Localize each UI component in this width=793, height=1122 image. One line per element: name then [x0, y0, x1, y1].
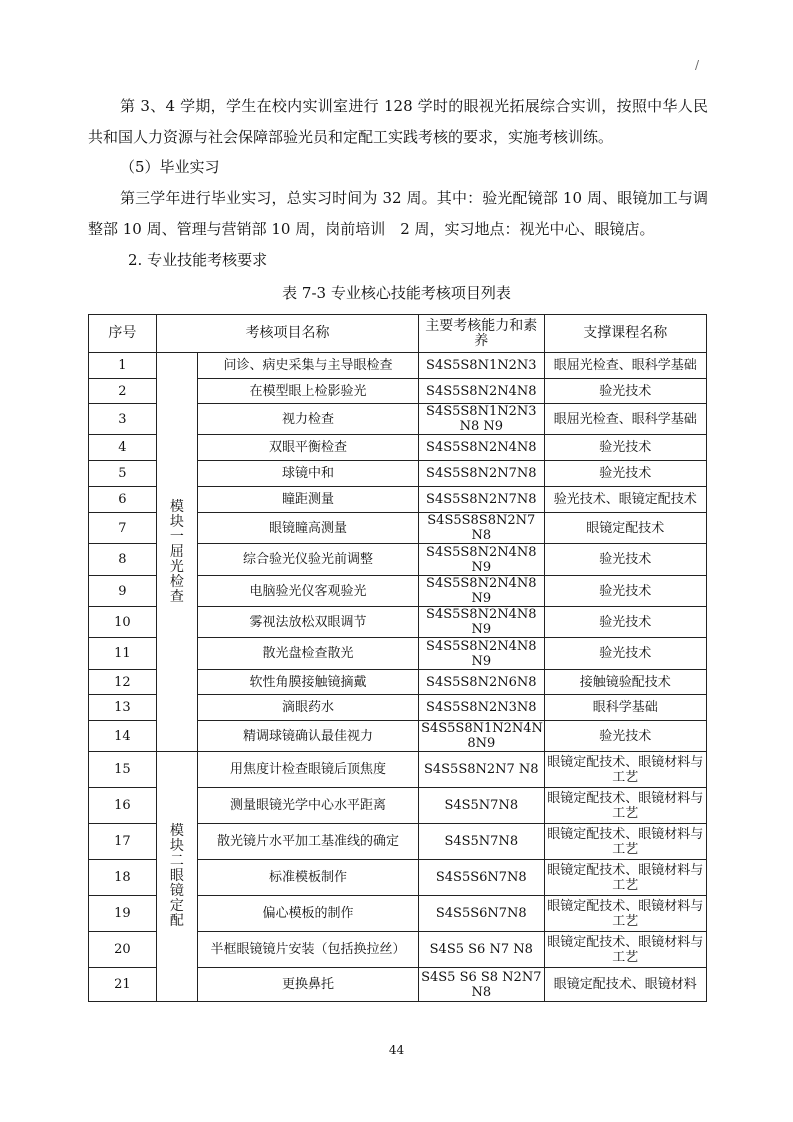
row-number: 10: [89, 607, 157, 638]
row-number: 9: [89, 576, 157, 607]
ability-code: S4S5S8N2N7 N8: [419, 752, 544, 788]
ability-code: S4S5N7N8: [419, 788, 544, 824]
ability-code: S4S5S8N2N4N8 N9: [419, 576, 544, 607]
header-ability: 主要考核能力和素养: [419, 315, 544, 353]
support-course: 验光技术: [544, 461, 707, 487]
item-name: 综合验光仪验光前调整: [197, 544, 418, 576]
support-course: 验光技术: [544, 576, 707, 607]
item-name: 测量眼镜光学中心水平距离: [197, 788, 418, 824]
support-course: 眼屈光检查、眼科学基础: [544, 404, 707, 435]
ability-code: S4S5S8N2N4N8: [419, 379, 544, 404]
support-course: 验光技术、眼镜定配技术: [544, 487, 707, 513]
ability-code: S4S5S8S8N2N7 N8: [419, 513, 544, 544]
support-course: 眼镜定配技术: [544, 513, 707, 544]
support-course: 验光技术: [544, 607, 707, 638]
module-label-char: 块: [169, 513, 184, 530]
row-number: 8: [89, 544, 157, 576]
table-row: [89, 752, 707, 788]
item-name: 更换鼻托: [197, 968, 418, 1002]
table-header-row: [89, 315, 707, 353]
paragraph-internship-details: 第三学年进行毕业实习，总实习时间为 32 周。其中：验光配镜部 10 周、眼镜加工与调整部 10 周、管理与营销部 10 周，岗前培训 2 周，实习地点：视光中心、眼镜店。: [88, 189, 708, 238]
row-number: 11: [89, 638, 157, 670]
page-number: 44: [388, 1043, 405, 1057]
page-corner-mark: /: [695, 58, 700, 72]
support-course: 眼镜定配技术、眼镜材料: [544, 968, 707, 1002]
ability-code: S4S5S8N1N2N3: [419, 353, 544, 379]
item-name: 用焦度计检查眼镜后顶焦度: [197, 752, 418, 788]
row-number: 17: [89, 824, 157, 860]
item-name: 偏心模板的制作: [197, 896, 418, 932]
module-dispensing-cell: [156, 752, 197, 1002]
row-number: 19: [89, 896, 157, 932]
module-refraction-cell: [156, 353, 197, 752]
item-name: 软性角膜接触镜摘戴: [197, 670, 418, 695]
module-label-char: 镜: [169, 883, 184, 899]
support-course: 眼镜定配技术、眼镜材料与工艺: [544, 752, 707, 788]
ability-code: S4S5S8N2N4N8 N9: [419, 638, 544, 670]
item-name: 精调球镜确认最佳视力: [197, 721, 418, 752]
item-name: 问诊、病史采集与主导眼检查: [197, 353, 418, 379]
item-name: 散光镜片水平加工基准线的确定: [197, 824, 418, 860]
row-number: 21: [89, 968, 157, 1002]
row-number: 15: [89, 752, 157, 788]
item-name: 球镜中和: [197, 461, 418, 487]
ability-code: S4S5S8N1N2N4N 8N9: [419, 721, 544, 752]
ability-code: S4S5S8N1N2N3 N8 N9: [419, 404, 544, 435]
row-number: 14: [89, 721, 157, 752]
heading-skill-assessment: 2. 专业技能考核要求: [128, 251, 268, 269]
row-number: 4: [89, 435, 157, 461]
support-course: 接触镜验配技术: [544, 670, 707, 695]
header-course: 支撑课程名称: [544, 315, 707, 353]
ability-code: S4S5S6N7N8: [419, 896, 544, 932]
support-course: 眼镜定配技术、眼镜材料与工艺: [544, 788, 707, 824]
row-number: 12: [89, 670, 157, 695]
support-course: 眼屈光检查、眼科学基础: [544, 353, 707, 379]
table-row: [89, 353, 707, 379]
header-item-name: 考核项目名称: [156, 315, 418, 353]
support-course: 验光技术: [544, 544, 707, 576]
item-name: 半框眼镜镜片安装（包括换拉丝）: [197, 932, 418, 968]
support-course: 眼科学基础: [544, 695, 707, 721]
ability-code: S4S5S8N2N4N8 N9: [419, 544, 544, 576]
row-number: 16: [89, 788, 157, 824]
support-course: 验光技术: [544, 435, 707, 461]
support-course: 验光技术: [544, 638, 707, 670]
row-number: 1: [89, 353, 157, 379]
support-course: 验光技术: [544, 379, 707, 404]
module-label-char: 二: [169, 853, 184, 869]
ability-code: S4S5S8N2N7N8: [419, 461, 544, 487]
item-name: 滴眼药水: [197, 695, 418, 721]
support-course: 眼镜定配技术、眼镜材料与工艺: [544, 824, 707, 860]
support-course: 眼镜定配技术、眼镜材料与工艺: [544, 860, 707, 896]
ability-code: S4S5S8N2N3N8: [419, 695, 544, 721]
row-number: 3: [89, 404, 157, 435]
module-label-char: 查: [169, 588, 184, 605]
row-number: 6: [89, 487, 157, 513]
module-label-char: 模: [169, 498, 184, 515]
ability-code: S4S5 S6 S8 N2N7 N8: [419, 968, 544, 1002]
ability-code: S4S5S8N2N4N8: [419, 435, 544, 461]
heading-graduation-internship: （5）毕业实习: [120, 158, 220, 176]
ability-code: S4S5S8N2N6N8: [419, 670, 544, 695]
row-number: 18: [89, 860, 157, 896]
support-course: 眼镜定配技术、眼镜材料与工艺: [544, 932, 707, 968]
item-name: 散光盘检查散光: [197, 638, 418, 670]
module-label-char: 一: [169, 528, 184, 545]
module-label-char: 定: [169, 898, 184, 914]
row-number: 2: [89, 379, 157, 404]
item-name: 双眼平衡检查: [197, 435, 418, 461]
item-name: 瞳距测量: [197, 487, 418, 513]
item-name: 视力检查: [197, 404, 418, 435]
ability-code: S4S5S8N2N4N8 N9: [419, 607, 544, 638]
module-label-char: 模: [169, 823, 184, 839]
item-name: 在模型眼上检影验光: [197, 379, 418, 404]
item-name: 雾视法放松双眼调节: [197, 607, 418, 638]
module-label-char: 光: [169, 558, 184, 575]
module-label-char: 配: [169, 913, 184, 929]
module-label-char: 眼: [169, 868, 184, 884]
ability-code: S4S5 S6 N7 N8: [419, 932, 544, 968]
ability-code: S4S5S8N2N7N8: [419, 487, 544, 513]
row-number: 13: [89, 695, 157, 721]
ability-code: S4S5S6N7N8: [419, 860, 544, 896]
item-name: 眼镜瞳高测量: [197, 513, 418, 544]
header-number: 序号: [89, 315, 157, 353]
table-caption: 表 7-3 专业核心技能考核项目列表: [282, 284, 511, 302]
item-name: 电脑验光仪客观验光: [197, 576, 418, 607]
paragraph-practical-training: 第 3、4 学期，学生在校内实训室进行 128 学时的眼视光拓展综合实训，按照中华人民共和国人力资源与社会保障部验光员和定配工实践考核的要求，实施考核训练。: [88, 97, 708, 146]
row-number: 20: [89, 932, 157, 968]
item-name: 标准模板制作: [197, 860, 418, 896]
module-label-char: 块: [169, 838, 184, 854]
skills-assessment-table: [88, 314, 707, 1002]
support-course: 眼镜定配技术、眼镜材料与工艺: [544, 896, 707, 932]
ability-code: S4S5N7N8: [419, 824, 544, 860]
row-number: 7: [89, 513, 157, 544]
module-label-char: 屈: [169, 543, 184, 560]
support-course: 验光技术: [544, 721, 707, 752]
module-label-char: 检: [169, 573, 184, 590]
row-number: 5: [89, 461, 157, 487]
